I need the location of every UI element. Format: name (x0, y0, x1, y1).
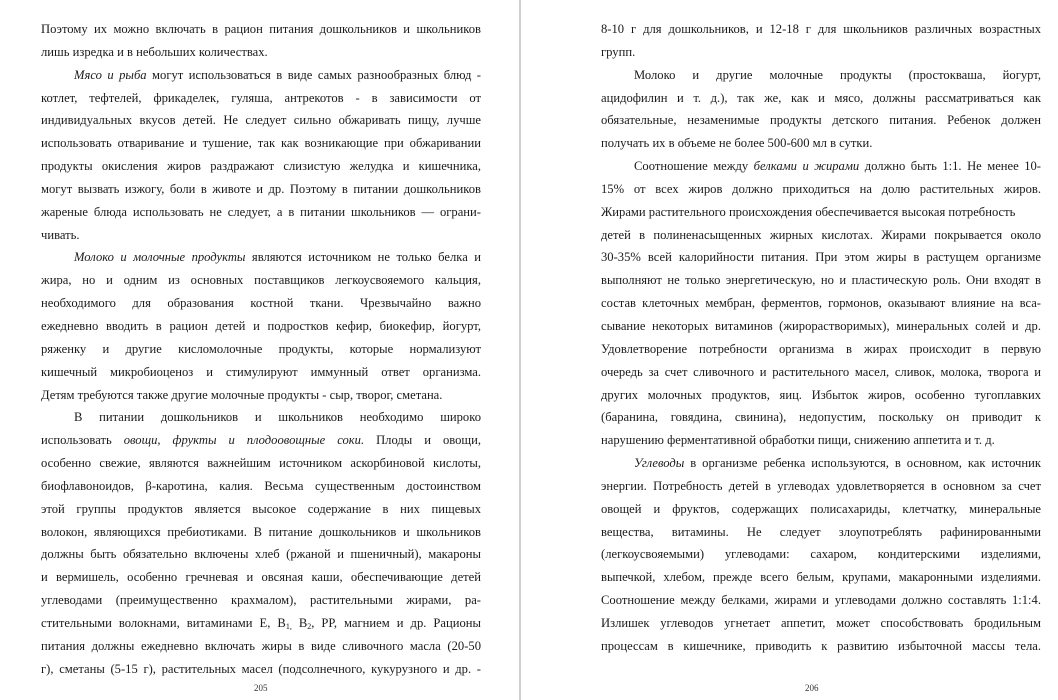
text-run: выполняют не только энергетическую, но и пластическую роль. Они входят в (601, 273, 1041, 288)
text-line (41, 269, 481, 292)
text-run: других молочных продуктов, яиц. Избыток жиров, особенно тугоплавких (601, 387, 1041, 402)
left-page (0, 0, 519, 700)
text-run: ежедневно вводить в рацион детей и подростков кефир, биокефир, йогурт, (41, 318, 481, 333)
text-run: продукты окисления жиров раздражают слизистую желудка и кишечника, (41, 159, 481, 174)
text-line (601, 315, 1041, 338)
text-line (41, 475, 481, 498)
text-line (41, 612, 481, 635)
text-line (601, 269, 1041, 292)
text-line (601, 178, 1041, 201)
text-line (41, 224, 481, 247)
text-line (41, 429, 481, 452)
text-line (601, 155, 1041, 178)
text-line (41, 246, 481, 269)
text-run: Соотношение между (634, 159, 754, 174)
text-line (41, 87, 481, 110)
text-run: (баранина, говядина, свинина), недопустим, поскольку он приводит к (601, 410, 1041, 425)
text-line (601, 224, 1041, 247)
text-run: обязательные, незаменимые продукты детского питания. Ребенок должен (601, 113, 1041, 128)
text-run: должны быть обязательно включены хлеб (ржаной и пшеничный), макароны (41, 547, 481, 562)
text-line (601, 361, 1041, 384)
text-line (601, 201, 1041, 224)
text-line (601, 132, 1041, 155)
text-run: чивать. (41, 227, 80, 242)
text-run: сывание некоторых витаминов (жирорастворимых), минеральных солей и др. (601, 318, 1041, 333)
text-line (601, 18, 1041, 41)
text-run: Жирами растительного происхождения обеспечивается высокая потребность (601, 204, 1016, 219)
text-line (41, 132, 481, 155)
subscript: 1, (285, 621, 292, 631)
text-line (601, 452, 1041, 475)
text-run: 30-35% всей калорийности питания. При этом жиры в растущем организме (601, 250, 1041, 265)
text-run: Излишек углеводов угнетает аппетит, может способствовать бродильным (601, 615, 1041, 630)
text-run: жареные блюда использовать не следует, а в питании школьников — ограни- (41, 204, 481, 219)
text-line (41, 178, 481, 201)
right-page-text (601, 18, 1041, 658)
text-run: детей в полиненасыщенных жирных кислотах. Жирами покрывается около (601, 227, 1041, 242)
text-line (601, 87, 1041, 110)
text-run: являются источником не только белка и (245, 250, 481, 265)
italic-term: Углеводы (634, 456, 685, 471)
text-run: Молоко и другие молочные продукты (простокваша, йогурт, (634, 67, 1041, 82)
text-line (41, 292, 481, 315)
text-run: (легкоусвояемыми) углеводами: сахаром, кондитерскими изделиями, (601, 547, 1041, 562)
text-run: стительными волокнами, витаминами Е, В (41, 615, 286, 630)
text-run: В (291, 615, 308, 630)
text-run: нарушению ферментативной обработки пищи, снижению аппетита и т. д. (601, 433, 995, 448)
text-line (601, 589, 1041, 612)
text-run: котлет, тефтелей, фрикаделек, гуляша, антрекотов - в зависимости от (41, 90, 481, 105)
text-run: Плоды и овощи, (364, 433, 481, 448)
text-run: очередь за счет сливочного и растительного масел, сливок, молока, творога и (601, 364, 1041, 379)
text-line (41, 361, 481, 384)
text-line (41, 589, 481, 612)
text-line (601, 338, 1041, 361)
text-run: Удовлетворение потребности организма в жирах происходит в первую (601, 341, 1041, 356)
text-line (601, 521, 1041, 544)
text-run: питания должны ежедневно включать жиры в виде сливочного масла (20-50 (41, 638, 481, 653)
right-page-number: 206 (805, 683, 819, 693)
text-line (601, 406, 1041, 429)
text-run: лишь изредка и в небольших количествах. (41, 44, 268, 59)
text-run: необходимого для образования костной ткани. Чрезвычайно важно (41, 296, 481, 311)
text-line (41, 64, 481, 87)
text-line (41, 406, 481, 429)
text-run: получать их в объеме не более 500-600 мл в сутки. (601, 136, 873, 151)
text-line (601, 246, 1041, 269)
text-run: в организме ребенка используются, в основном, как источник (684, 456, 1041, 471)
text-line (601, 498, 1041, 521)
text-run: 8-10 г для дошкольников, и 12-18 г для школьников различных возрастных (601, 22, 1041, 36)
text-run: ацидофилин и т. д.), так же, как и мясо, должны рассматриваться как (601, 90, 1041, 105)
text-line (41, 109, 481, 132)
text-line (601, 566, 1041, 589)
text-run: 15% от всех жиров должно приходиться на долю растительных жиров. (601, 181, 1041, 196)
subscript: 2 (307, 621, 312, 631)
text-run: , РР, магнием и др. Рационы (311, 615, 481, 630)
text-run: индивидуальных вкусов детей. Не следует сильно обжаривать пищу, лучше (41, 113, 481, 128)
text-line (41, 338, 481, 361)
text-line (41, 566, 481, 589)
right-page (521, 0, 1058, 700)
text-run: биофлавоноидов, β-каротина, калия. Весьма существенным достоинством (41, 478, 481, 493)
text-line (41, 543, 481, 566)
text-line (41, 498, 481, 521)
text-line (601, 41, 1041, 64)
text-run: выпечкой, хлебом, прежде всего белым, крупами, макаронными изделиями. (601, 570, 1041, 585)
text-line (601, 475, 1041, 498)
text-run: Соотношение между белками, жирами и углеводами должно составлять 1:1:4. (601, 593, 1041, 608)
text-line (601, 292, 1041, 315)
text-line (601, 635, 1041, 658)
text-run: овощей и фруктов, содержащих полисахариды, клетчатку, минеральные (601, 501, 1041, 516)
text-run: энергии. Потребность детей в углеводах удовлетворяется в основном за счет (601, 478, 1041, 493)
italic-term: Молоко и молочные продукты (74, 250, 246, 265)
text-line (41, 635, 481, 658)
left-page-number: 205 (254, 683, 268, 693)
text-line (41, 384, 481, 407)
text-run: углеводами (преимущественно крахмалом), растительными жирами, ра- (41, 593, 481, 608)
text-line (601, 109, 1041, 132)
text-run: состав клеточных мембран, ферментов, гормонов, оказывают влияние на вса- (601, 296, 1041, 311)
text-run: жира, но и одним из основных поставщиков легкоусвояемого кальция, (41, 273, 481, 288)
text-run: должно быть 1:1. Не менее 10- (859, 159, 1041, 174)
text-line (41, 658, 481, 681)
text-run: этой группы продуктов является высокое содержание в них пищевых (41, 501, 481, 516)
text-run: волокон, являющихся пребиотиками. В питание дошкольников и школьников (41, 524, 481, 539)
text-run: Поэтому их можно включать в рацион питания дошкольников и школьников (41, 22, 481, 36)
text-run: вещества, витамины. Не следует злоупотреблять рафинированными (601, 524, 1041, 539)
text-run: Детям требуются также другие молочные продукты - сыр, творог, сметана. (41, 387, 443, 402)
text-run: групп. (601, 44, 636, 59)
italic-term: овощи, фрукты и плодоовощные соки. (123, 433, 365, 448)
text-run: использовать (41, 433, 124, 448)
italic-term: белками и жирами (753, 159, 860, 174)
text-line (41, 201, 481, 224)
text-line (41, 521, 481, 544)
text-line (601, 64, 1041, 87)
text-run: могут вызвать изжогу, боли в животе и др. Поэтому в питании дошкольников (41, 181, 481, 196)
text-run: кишечный микробиоценоз и стимулируют иммунный ответ организма. (41, 364, 481, 379)
text-run: ряженку и другие кисломолочные продукты, которые нормализуют (41, 341, 481, 356)
text-line (601, 543, 1041, 566)
text-run: В питании дошкольников и школьников необходимо широко (74, 410, 481, 425)
text-line (41, 18, 481, 41)
text-run: могут использоваться в виде самых разнообразных блюд - (146, 67, 482, 82)
text-line (601, 429, 1041, 452)
text-line (41, 41, 481, 64)
text-line (601, 612, 1041, 635)
text-run: и вермишель, особенно гречневая и овсяная каши, обеспечивающие детей (41, 570, 481, 585)
text-line (41, 315, 481, 338)
text-run: особенно свежие, являются важнейшим источником аскорбиновой кислоты, (41, 456, 481, 471)
text-line (41, 452, 481, 475)
text-line (601, 384, 1041, 407)
text-line (41, 155, 481, 178)
text-run: использовать отваривание и тушение, так как возникающие при обжаривании (41, 136, 481, 151)
text-run: г), сметаны (5-15 г), растительных масел (подсолнечного, кукурузного и др. - (41, 661, 481, 676)
left-page-text (41, 18, 481, 680)
italic-term: Мясо и рыба (74, 67, 147, 82)
text-run: процессам в кишечнике, приводить к развитию избыточной массы тела. (601, 638, 1041, 653)
